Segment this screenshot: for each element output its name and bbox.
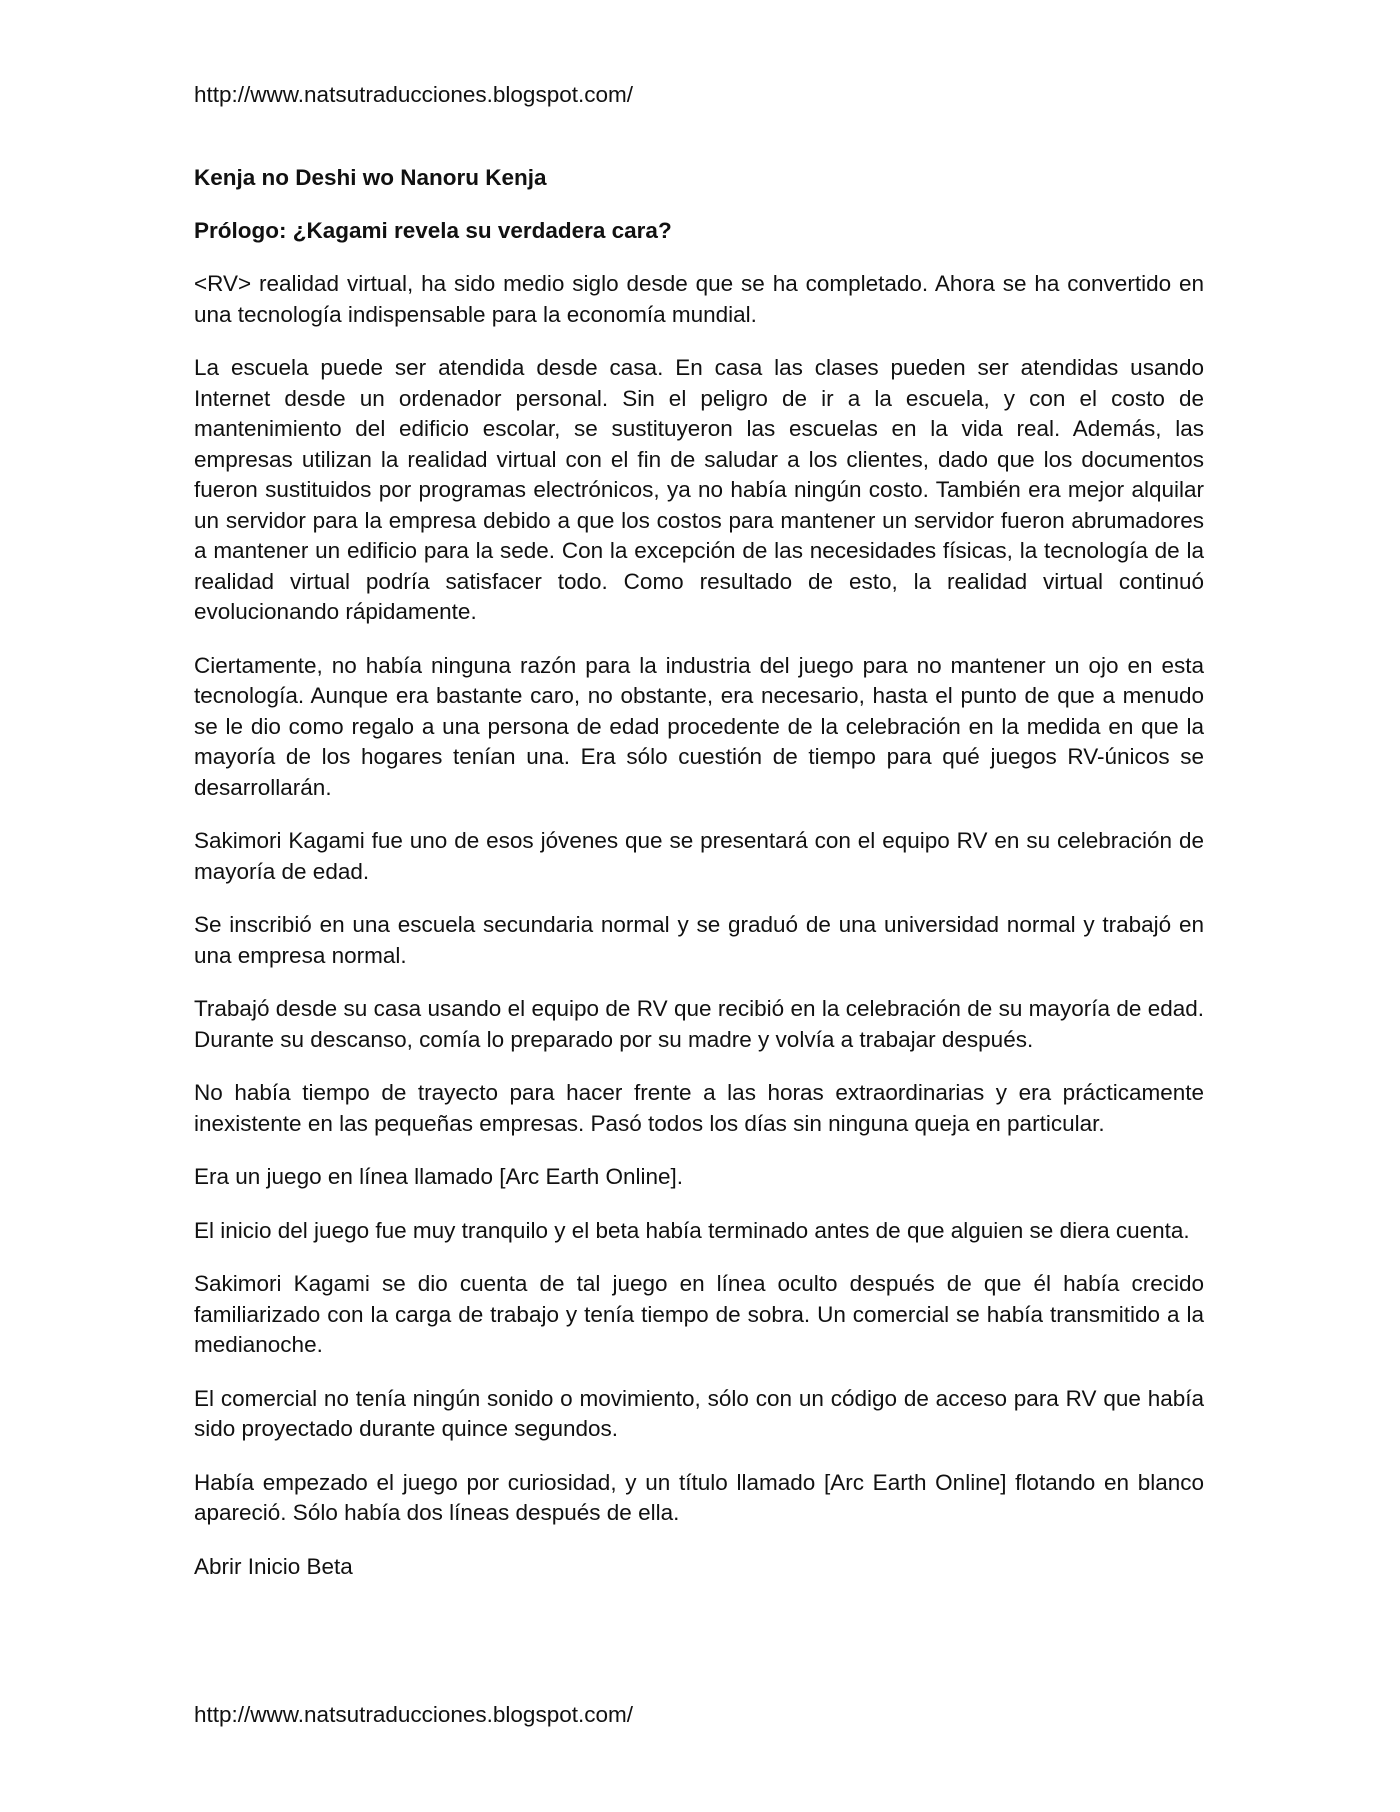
paragraph: Era un juego en línea llamado [Arc Earth Online]. — [194, 1164, 684, 1189]
document-body — [194, 163, 1204, 1605]
paragraph: El inicio del juego fue muy tranquilo y el beta había terminado antes de que alguien se diera cuenta. — [194, 1217, 1190, 1243]
paragraph: Ciertamente, no había ninguna razón para la industria del juego para no mantener un ojo en esta tecnología. Aunque era bastante caro, no obstante, era necesario, hasta el punto de que a menudo se le dio como regalo a una persona de edad procedente de la celebración en la medida en que la mayoría de los hogares tenían una. Era sólo cuestión de tiempo para qué juegos RV-únicos se desarrollarán. — [194, 652, 1204, 800]
paragraph: No había tiempo de trayecto para hacer frente a las horas extraordinarias y era prácticamente inexistente en las pequeñas empresas. Pasó todos los días sin ninguna queja en particular. — [194, 1080, 1204, 1136]
paragraph: Se inscribió en una escuela secundaria normal y se graduó de una universidad normal y trabajó en una empresa normal. — [194, 912, 1204, 968]
paragraph: La escuela puede ser atendida desde casa. En casa las clases pueden ser atendidas usando Internet desde un ordenador personal. Sin el peligro de ir a la escuela, y con el costo de mantenimiento del edificio escolar, se sustituyeron las escuelas en la vida real. Además, las empresas utilizan la realidad virtual con el fin de saludar a los clientes, dado que los documentos fueron sustituidos por programas electrónicos, ya no había ningún costo. También era mejor alquilar un servidor para la empresa debido a que los costos para mantener un servidor fueron abrumadores a mantener un edificio para la sede. Con la excepción de las necesidades físicas, la tecnología de la realidad virtual podría satisfacer todo. Como resultado de esto, la realidad virtual continuó evolucionando rápidamente. — [194, 355, 1204, 624]
document-page — [194, 0, 1204, 1812]
paragraph: Abrir Inicio Beta — [194, 1553, 353, 1579]
document-title: Kenja no Deshi wo Nanoru Kenja — [194, 165, 547, 190]
paragraph: Sakimori Kagami fue uno de esos jóvenes que se presentará con el equipo RV en su celebración de mayoría de edad. — [194, 828, 1204, 884]
header-url: http://www.natsutraducciones.blogspot.com/ — [194, 82, 633, 107]
paragraph: <RV> realidad virtual, ha sido medio siglo desde que se ha completado. Ahora se ha convertido en una tecnología indispensable para la economía mundial. — [194, 271, 1204, 327]
footer-url: http://www.natsutraducciones.blogspot.com/ — [194, 1702, 633, 1727]
paragraph: Sakimori Kagami se dio cuenta de tal juego en línea oculto después de que él había crecido familiarizado con la carga de trabajo y tenía tiempo de sobra. Un comercial se había transmitido a la medianoche. — [194, 1271, 1204, 1357]
chapter-title: Prólogo: ¿Kagami revela su verdadera cara? — [194, 218, 672, 243]
paragraph: El comercial no tenía ningún sonido o movimiento, sólo con un código de acceso para RV que había sido proyectado durante quince segundos. — [194, 1385, 1204, 1441]
paragraph: Trabajó desde su casa usando el equipo de RV que recibió en la celebración de su mayoría de edad. Durante su descanso, comía lo preparado por su madre y volvía a trabajar después. — [194, 996, 1204, 1052]
paragraph: Había empezado el juego por curiosidad, y un título llamado [Arc Earth Online] flotando en blanco apareció. Sólo había dos líneas después de ella. — [194, 1469, 1204, 1525]
